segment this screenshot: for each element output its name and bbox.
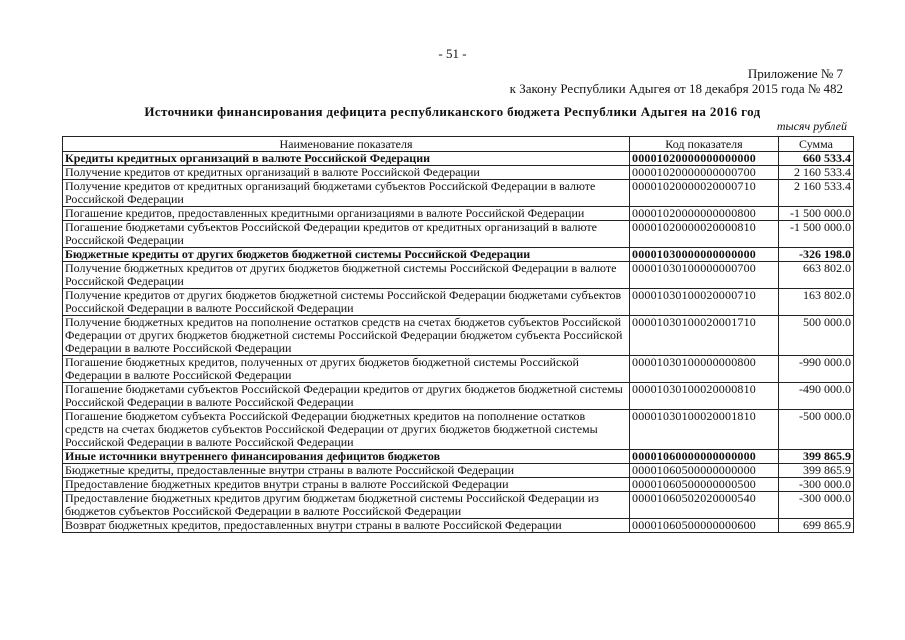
table-header-row: [63, 137, 854, 152]
row-name-cell: Погашение бюджетами субъектов Российской Федерации кредитов от кредитных организаций в валюте Российской Федерации: [63, 221, 630, 248]
row-amount-cell: 399 865.9: [779, 464, 854, 478]
row-amount-cell: -500 000.0: [779, 410, 854, 450]
header-indicator-code: Код показателя: [630, 137, 779, 152]
row-name-cell: Погашение бюджетных кредитов, полученных от других бюджетов бюджетной системы Российской Федерации в валюте Российской Федерации: [63, 356, 630, 383]
row-code-cell: 00001030100000000800: [630, 356, 779, 383]
table-row: [63, 221, 854, 248]
row-amount-cell: -1 500 000.0: [779, 207, 854, 221]
row-amount-cell: -1 500 000.0: [779, 221, 854, 248]
table-row: [63, 262, 854, 289]
appendix-number: Приложение № 7: [747, 66, 843, 81]
table-row: [63, 180, 854, 207]
row-amount-cell: -326 198.0: [779, 248, 854, 262]
row-name-cell: Предоставление бюджетных кредитов другим бюджетам бюджетной системы Российской Федерации из бюджетов субъектов Российской Федерации в валюте Российской Федерации: [63, 492, 630, 519]
row-code-cell: 00001030000000000000: [630, 248, 779, 262]
row-name-cell: Погашение бюджетами субъектов Российской Федерации кредитов от других бюджетов бюджетной системы Российской Федерации в валюте Российской Федерации: [63, 383, 630, 410]
row-amount-cell: -990 000.0: [779, 356, 854, 383]
row-name-cell: Возврат бюджетных кредитов, предоставленных внутри страны в валюте Российской Федерации: [63, 519, 630, 533]
row-name-cell: Иные источники внутреннего финансирования дефицитов бюджетов: [63, 450, 630, 464]
row-name-cell: Погашение кредитов, предоставленных кредитными организациями в валюте Российской Федерации: [63, 207, 630, 221]
row-name-cell: Бюджетные кредиты от других бюджетов бюджетной системы Российской Федерации: [63, 248, 630, 262]
table-row: [63, 207, 854, 221]
row-code-cell: 00001060500000000000: [630, 464, 779, 478]
page-number: - 51 -: [438, 46, 467, 61]
table-row: [63, 289, 854, 316]
row-code-cell: 00001020000000000800: [630, 207, 779, 221]
row-amount-cell: 663 802.0: [779, 262, 854, 289]
row-code-cell: 00001060502020000540: [630, 492, 779, 519]
row-name-cell: Погашение бюджетом субъекта Российской Федерации бюджетных кредитов на пополнение остатков средств на счетах бюджетов субъектов Российской Федерации от других бюджетов бюджетной системы Российской Федерации в валюте Российской Федерации: [63, 410, 630, 450]
table-row: [63, 248, 854, 262]
row-code-cell: 00001020000020000810: [630, 221, 779, 248]
row-code-cell: 00001060000000000000: [630, 450, 779, 464]
row-amount-cell: 660 533.4: [779, 152, 854, 166]
row-name-cell: Предоставление бюджетных кредитов внутри страны в валюте Российской Федерации: [63, 478, 630, 492]
row-code-cell: 00001060500000000600: [630, 519, 779, 533]
row-amount-cell: 500 000.0: [779, 316, 854, 356]
row-code-cell: 00001030100020001710: [630, 316, 779, 356]
table-row: [63, 383, 854, 410]
table-row: [63, 166, 854, 180]
row-amount-cell: -300 000.0: [779, 492, 854, 519]
row-amount-cell: -490 000.0: [779, 383, 854, 410]
row-name-cell: Получение кредитов от кредитных организаций бюджетами субъектов Российской Федерации в валюте Российской Федерации: [63, 180, 630, 207]
row-name-cell: Получение кредитов от кредитных организаций в валюте Российской Федерации: [63, 166, 630, 180]
row-code-cell: 00001030100020000710: [630, 289, 779, 316]
document-title: Источники финансирования дефицита республиканского бюджета Республики Адыгея на 2016 год: [144, 104, 761, 119]
row-name-cell: Получение бюджетных кредитов от других бюджетов бюджетной системы Российской Федерации в валюте Российской Федерации: [63, 262, 630, 289]
header-indicator-name: Наименование показателя: [63, 137, 630, 152]
row-amount-cell: 699 865.9: [779, 519, 854, 533]
row-amount-cell: -300 000.0: [779, 478, 854, 492]
row-code-cell: 00001030100020000810: [630, 383, 779, 410]
table-row: [63, 464, 854, 478]
table-row: [63, 478, 854, 492]
financing-table: [62, 136, 854, 533]
row-amount-cell: 2 160 533.4: [779, 180, 854, 207]
appendix-law-reference: к Закону Республики Адыгея от 18 декабря 2015 года № 482: [509, 81, 843, 96]
row-code-cell: 00001060500000000500: [630, 478, 779, 492]
units-label: тысяч рублей: [776, 119, 847, 133]
row-code-cell: 00001020000000000000: [630, 152, 779, 166]
table-row: [63, 410, 854, 450]
header-amount: Сумма: [779, 137, 854, 152]
table-row: [63, 519, 854, 533]
table-row: [63, 356, 854, 383]
appendix-header: [510, 66, 843, 96]
table-row: [63, 450, 854, 464]
row-name-cell: Кредиты кредитных организаций в валюте Российской Федерации: [63, 152, 630, 166]
table-row: [63, 152, 854, 166]
row-amount-cell: 399 865.9: [779, 450, 854, 464]
row-name-cell: Бюджетные кредиты, предоставленные внутри страны в валюте Российской Федерации: [63, 464, 630, 478]
table-row: [63, 316, 854, 356]
row-code-cell: 00001020000000000700: [630, 166, 779, 180]
row-code-cell: 00001030100020001810: [630, 410, 779, 450]
row-name-cell: Получение бюджетных кредитов на пополнение остатков средств на счетах бюджетов субъектов Российской Федерации от других бюджетов бюджетной системы Российской Федерации бюджетом субъекта Российской Федерации в валюте Российской Федерации: [63, 316, 630, 356]
row-amount-cell: 2 160 533.4: [779, 166, 854, 180]
row-name-cell: Получение кредитов от других бюджетов бюджетной системы Российской Федерации бюджетами субъектов Российской Федерации в валюте Российской Федерации: [63, 289, 630, 316]
row-code-cell: 00001020000020000710: [630, 180, 779, 207]
row-code-cell: 00001030100000000700: [630, 262, 779, 289]
row-amount-cell: 163 802.0: [779, 289, 854, 316]
table-row: [63, 492, 854, 519]
